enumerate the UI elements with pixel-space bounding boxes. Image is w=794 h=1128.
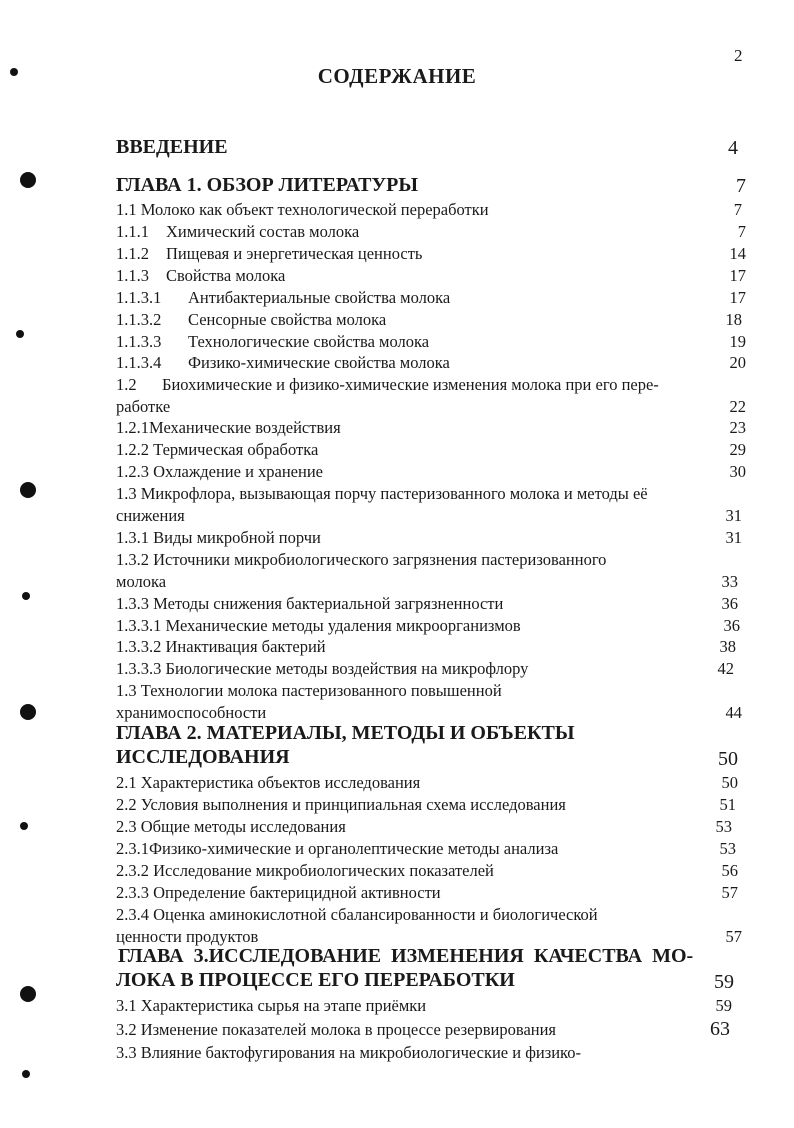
page-title: СОДЕРЖАНИЕ [317, 64, 477, 88]
toc-page: 18 [725, 310, 742, 329]
toc-entry: 1.3 Микрофлора, вызывающая порчу пастеризованного молока и методы её [116, 484, 648, 503]
toc-page: 44 [725, 703, 742, 722]
toc-page: 50 [718, 748, 738, 770]
toc-entry-introduction: ВВЕДЕНИЕ [116, 136, 228, 158]
scan-hole-mark [10, 68, 18, 76]
toc-page: 20 [729, 353, 746, 372]
toc-entry: 2.3 Общие методы исследования [116, 817, 346, 836]
toc-entry: 3.3 Влияние бактофугирования на микробиологические и физико- [116, 1043, 581, 1062]
toc-entry: Антибактериальные свойства молока [188, 288, 451, 307]
scan-hole-mark [20, 704, 36, 720]
scan-hole-mark [20, 482, 36, 498]
toc-page: 63 [710, 1018, 730, 1040]
toc-entry: 2.3.4 Оценка аминокислотной сбалансированности и биологической [116, 905, 598, 924]
scan-hole-mark [16, 330, 24, 338]
toc-entry: 2.2 Условия выполнения и принципиальная схема исследования [116, 795, 566, 814]
toc-entry: Сенсорные свойства молока [188, 310, 387, 329]
toc-entry-number: 1.1.1 [116, 222, 149, 241]
toc-page: 59 [714, 971, 734, 993]
toc-page: 4 [728, 137, 738, 159]
toc-entry: Свойства молока [166, 266, 286, 285]
toc-chapter-heading-continuation: ИССЛЕДОВАНИЯ [116, 746, 290, 768]
toc-entry: 2.3.1Физико-химические и органолептические методы анализа [116, 839, 559, 858]
toc-page: 42 [717, 659, 734, 678]
toc-chapter-heading: ГЛАВА 3.ИССЛЕДОВАНИЕ ИЗМЕНЕНИЯ КАЧЕСТВА МО- [118, 945, 694, 967]
toc-page: 57 [725, 927, 742, 946]
scan-hole-mark [20, 172, 36, 188]
toc-page: 36 [721, 594, 738, 613]
toc-page: 7 [737, 222, 746, 241]
toc-entry: 1.2.2 Термическая обработка [116, 440, 319, 459]
toc-page: 38 [719, 637, 736, 656]
toc-page: 29 [729, 440, 746, 459]
toc-page: 14 [729, 244, 746, 263]
toc-page: 33 [721, 572, 738, 591]
scan-hole-mark [20, 986, 36, 1002]
toc-page: 56 [721, 861, 738, 880]
toc-entry: 1.3.3 Методы снижения бактериальной загрязненности [116, 594, 504, 613]
toc-entry: 1.2.3 Охлаждение и хранение [116, 462, 323, 481]
toc-page: 23 [729, 418, 746, 437]
toc-page: 59 [715, 996, 732, 1015]
toc-page: 17 [729, 266, 746, 285]
toc-page: 53 [719, 839, 736, 858]
toc-entry: 1.3.1 Виды микробной порчи [116, 528, 321, 547]
toc-entry: 1.3.3.3 Биологические методы воздействия на микрофлору [116, 659, 529, 678]
toc-page: 22 [729, 397, 746, 416]
toc-entry: Пищевая и энергетическая ценность [166, 244, 423, 263]
scan-hole-mark [22, 592, 30, 600]
toc-chapter-heading: ГЛАВА 1. ОБЗОР ЛИТЕРАТУРЫ [116, 174, 419, 196]
toc-entry: 1.1 Молоко как объект технологической переработки [116, 200, 489, 219]
toc-entry: 3.2 Изменение показателей молока в процессе резервирования [116, 1020, 557, 1039]
toc-page: 57 [721, 883, 738, 902]
toc-entry-number: 1.1.2 [116, 244, 149, 263]
toc-entry-number: 1.1.3.4 [116, 353, 162, 372]
toc-entry-number: 1.2 [116, 375, 137, 394]
toc-entry: 1.3.3.1 Механические методы удаления микроорганизмов [116, 616, 521, 635]
toc-entry: 1.3.2 Источники микробиологического загрязнения пастеризованного [116, 550, 607, 569]
toc-entry: Биохимические и физико-химические изменения молока при его пере- [162, 375, 659, 394]
toc-entry: 1.3.3.2 Инактивация бактерий [116, 637, 326, 656]
toc-page: 51 [719, 795, 736, 814]
toc-entry-continuation: хранимоспособности [116, 703, 267, 722]
page-number: 2 [734, 46, 743, 65]
toc-chapter-heading: ГЛАВА 2. МАТЕРИАЛЫ, МЕТОДЫ И ОБЪЕКТЫ [116, 722, 575, 744]
toc-page: 19 [729, 332, 746, 351]
toc-page: 17 [729, 288, 746, 307]
toc-entry: 2.3.2 Исследование микробиологических показателей [116, 861, 494, 880]
toc-page: 31 [725, 506, 742, 525]
toc-entry-continuation: молока [116, 572, 167, 591]
toc-entry-number: 1.1.3.2 [116, 310, 162, 329]
scan-hole-mark [22, 1070, 30, 1078]
toc-page: 30 [729, 462, 746, 481]
toc-page: 50 [721, 773, 738, 792]
toc-chapter-heading-continuation: ЛОКА В ПРОЦЕССЕ ЕГО ПЕРЕРАБОТКИ [116, 969, 515, 991]
toc-entry: Физико-химические свойства молока [188, 353, 450, 372]
toc-entry: 1.3 Технологии молока пастеризованного повышенной [116, 681, 502, 700]
toc-page: 7 [733, 200, 742, 219]
toc-page: 7 [736, 175, 746, 197]
toc-entry-number: 1.1.3.1 [116, 288, 162, 307]
toc-entry: 2.1 Характеристика объектов исследования [116, 773, 421, 792]
toc-entry-continuation: снижения [116, 506, 185, 525]
toc-entry-continuation: работке [116, 397, 171, 416]
toc-entry: 1.2.1Механические воздействия [116, 418, 341, 437]
toc-entry: Технологические свойства молока [188, 332, 430, 351]
toc-entry-number: 1.1.3.3 [116, 332, 162, 351]
toc-entry-continuation: ценности продуктов [116, 927, 259, 946]
toc-entry: 2.3.3 Определение бактерицидной активности [116, 883, 441, 902]
toc-page: 31 [725, 528, 742, 547]
toc-page: 36 [723, 616, 740, 635]
toc-entry: Химический состав молока [166, 222, 360, 241]
toc-entry-number: 1.1.3 [116, 266, 149, 285]
scan-hole-mark [20, 822, 28, 830]
toc-entry: 3.1 Характеристика сырья на этапе приёмки [116, 996, 427, 1015]
toc-page: 53 [715, 817, 732, 836]
